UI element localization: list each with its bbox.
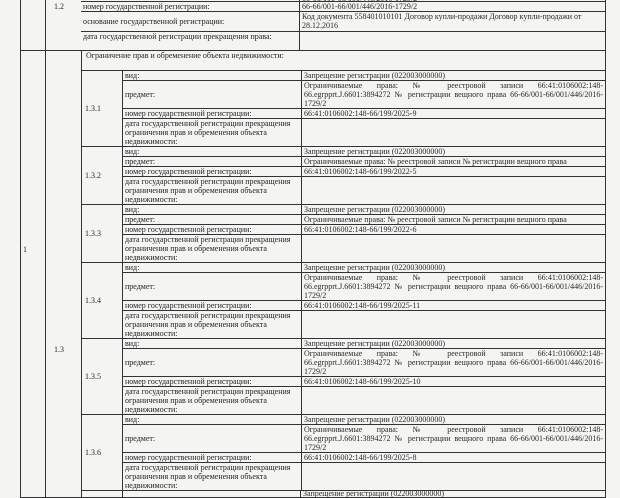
reg-number-label: номер государственной регистрации:	[83, 2, 210, 11]
header-top-value	[299, 0, 605, 1]
entry-reg-number-label: номер государственной регистрации:	[125, 377, 252, 386]
entry-subject-value: Ограничиваемые права: № реестровой записи 66:41:0106002:148-66.egrpprt.J.6601:3894272 № регистрации вещного права 66-66/001-66/001/446/2016-1729/2	[301, 349, 605, 376]
next-entry-vid: Запрещение регистрации (022003000000)	[300, 491, 605, 497]
entry-reg-number-label: номер государственной регистрации:	[125, 225, 252, 234]
entry-subject-value: Ограничиваемые права: № реестровой записи № регистрации вещного права	[301, 157, 605, 166]
encumbrance-entry	[82, 338, 605, 414]
entry-subject-label: предмет:	[125, 90, 156, 99]
entry-vid-value: Запрещение регистрации (022003000000)	[301, 147, 605, 156]
encumbrance-entry	[82, 70, 605, 146]
entry-number: 1.3.6	[85, 448, 101, 457]
entry-vid-value: Запрещение регистрации (022003000000)	[301, 263, 605, 272]
entry-subject-label: предмет:	[125, 215, 156, 224]
reg-basis-label: основание государственной регистрации:	[83, 17, 225, 26]
entry-termination-value	[301, 235, 605, 262]
reg-termination-label: дата государственной регистрации прекращения права:	[83, 32, 272, 41]
entry-number: 1.3.2	[85, 171, 101, 180]
entry-subject-label: предмет:	[125, 282, 156, 291]
encumbrance-entry	[82, 146, 605, 204]
entry-reg-number-value: 66:41:0106002:148-66/199/2022-6	[301, 225, 605, 234]
section-title: Ограничение прав и обременение объекта недвижимости:	[86, 51, 284, 60]
entry-vid-value: Запрещение регистрации (022003000000)	[301, 71, 605, 80]
entry-termination-value	[301, 119, 605, 146]
entry-subject-label: предмет:	[125, 358, 156, 367]
next-entry-partial	[82, 490, 605, 497]
entry-vid-label: вид:	[125, 205, 140, 214]
entry-number: 1.3.3	[85, 229, 101, 238]
entry-reg-number-label: номер государственной регистрации:	[125, 167, 252, 176]
registry-extract-sheet	[20, 0, 606, 498]
entry-termination-label: дата государственной регистрации прекращения ограничения прав и обременения объекта недвижимости:	[125, 387, 291, 414]
entry-number: 1.3.4	[85, 296, 101, 305]
header-block	[20, 0, 606, 50]
entry-vid-label: вид:	[125, 339, 140, 348]
entry-reg-number-label: номер государственной регистрации:	[125, 453, 252, 462]
entry-termination-value	[301, 463, 605, 490]
entry-reg-number-value: 66:41:0106002:148-66/199/2025-11	[301, 301, 605, 310]
section-encumbrances	[20, 50, 606, 498]
entry-reg-number-value: 66:41:0106002:148-66/199/2025-10	[301, 377, 605, 386]
entry-termination-label: дата государственной регистрации прекращения ограничения прав и обременения объекта недвижимости:	[125, 119, 291, 146]
entries-list	[82, 70, 605, 490]
entry-termination-value	[301, 177, 605, 204]
entry-termination-label: дата государственной регистрации прекращения ограничения прав и обременения объекта недвижимости:	[125, 235, 291, 262]
outer-row-number: 1	[23, 244, 27, 254]
entry-subject-value: Ограничиваемые права: № реестровой записи 66:41:0106002:148-66.egrpprt.J.6601:3894272 № регистрации вещного права 66-66/001-66/001/446/2016-1729/2	[301, 273, 605, 300]
entry-vid-label: вид:	[125, 71, 140, 80]
entry-reg-number-label: номер государственной регистрации:	[125, 109, 252, 118]
entry-vid-value: Запрещение регистрации (022003000000)	[301, 415, 605, 424]
reg-number-value: 66-66/001-66/001/446/2016-1729/2	[299, 2, 605, 11]
encumbrance-entry	[82, 262, 605, 338]
entry-subject-value: Ограничиваемые права: № реестровой записи № регистрации вещного права	[301, 215, 605, 224]
entry-subject-label: предмет:	[125, 434, 156, 443]
entry-reg-number-label: номер государственной регистрации:	[125, 301, 252, 310]
entry-subject-value: Ограничиваемые права: № реестровой записи 66:41:0106002:148-66.egrpprt.J.6601:3894272 № регистрации вещного права 66-66/001-66/001/446/2016-1729/2	[301, 425, 605, 452]
entry-vid-value: Запрещение регистрации (022003000000)	[301, 339, 605, 348]
entry-termination-label: дата государственной регистрации прекращения ограничения прав и обременения объекта недвижимости:	[125, 311, 291, 338]
entry-vid-label: вид:	[125, 147, 140, 156]
entry-subject-value: Ограничиваемые права: № реестровой записи 66:41:0106002:148-66.egrpprt.J.6601:3894272 № регистрации вещного права 66-66/001-66/001/446/2016-1729/2	[301, 81, 605, 108]
encumbrance-entry	[82, 414, 605, 490]
encumbrance-entry	[82, 204, 605, 262]
entry-vid-value: Запрещение регистрации (022003000000)	[301, 205, 605, 214]
entry-subject-label: предмет:	[125, 157, 156, 166]
entry-reg-number-value: 66:41:0106002:148-66/199/2022-5	[301, 167, 605, 176]
entry-reg-number-value: 66:41:0106002:148-66/199/2025-9	[301, 109, 605, 118]
entry-termination-value	[301, 311, 605, 338]
entry-number: 1.3.1	[85, 104, 101, 113]
section-number: 1.3	[45, 51, 81, 497]
entry-termination-label: дата государственной регистрации прекращения ограничения прав и обременения объекта недвижимости:	[125, 463, 291, 490]
entry-termination-label: дата государственной регистрации прекращения ограничения прав и обременения объекта недвижимости:	[125, 177, 291, 204]
reg-termination-value	[299, 32, 605, 50]
row-number: 1.2	[45, 0, 81, 50]
entry-termination-value	[301, 387, 605, 414]
entry-vid-label: вид:	[125, 263, 140, 272]
entry-vid-label: вид:	[125, 415, 140, 424]
reg-basis-value: Код документа 558401010101 Договор купли-продажи Договор купли-продажи от 28.12.2016	[299, 12, 605, 31]
entry-reg-number-value: 66:41:0106002:148-66/199/2025-8	[301, 453, 605, 462]
entry-number: 1.3.5	[85, 372, 101, 381]
